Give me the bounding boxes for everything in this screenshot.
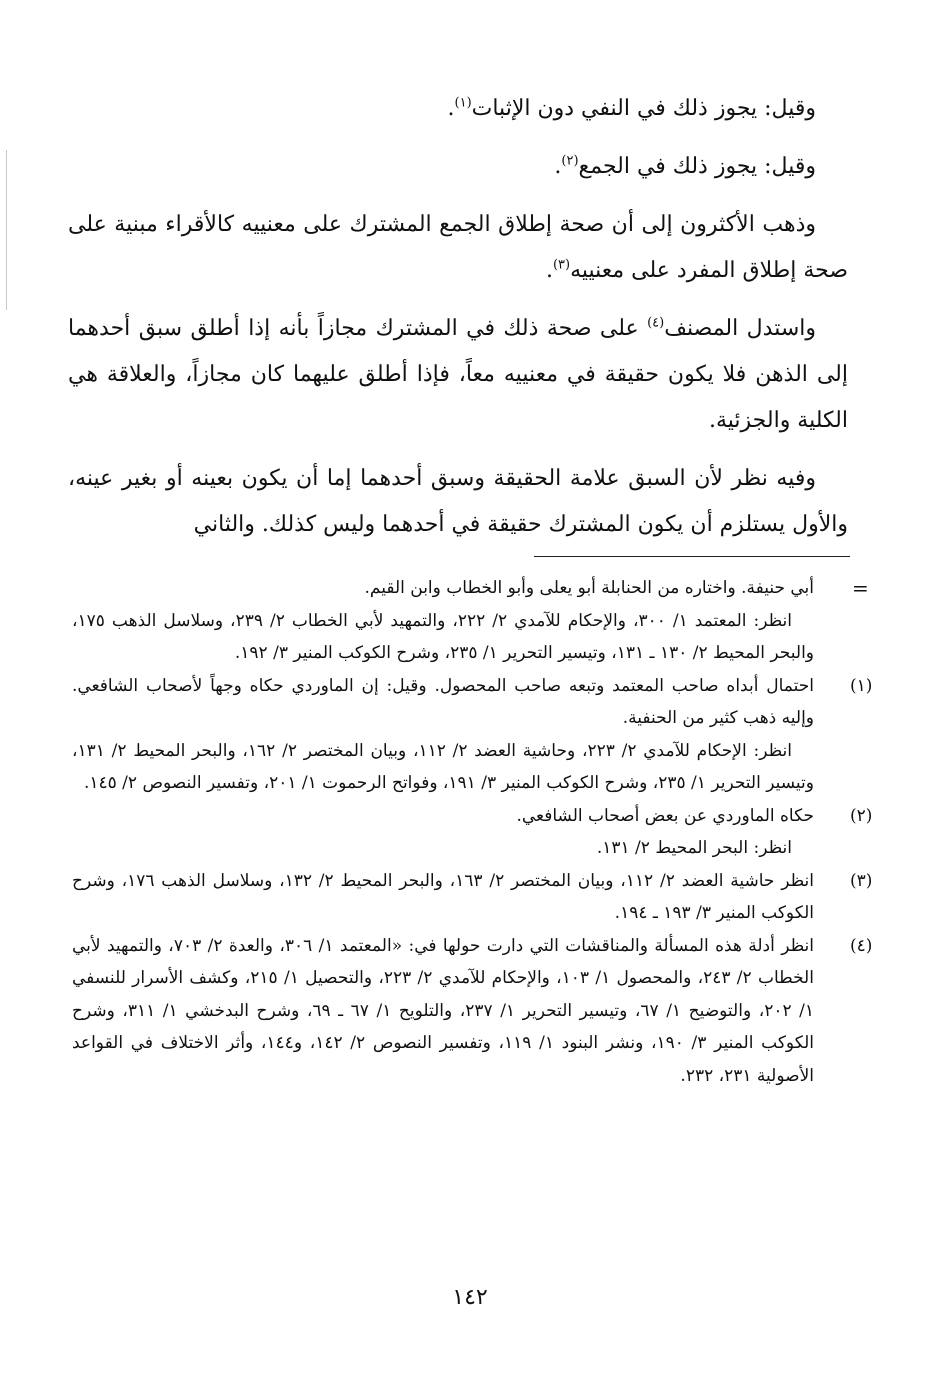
footnote-2-text: حكاه الماوردي عن بعض أصحاب الشافعي. bbox=[516, 805, 814, 826]
paragraph-1: وقيل: يجوز ذلك في النفي دون الإثبات$^{(١)}$. bbox=[447, 95, 816, 121]
footnote-ref-2[interactable]: (٢) bbox=[561, 153, 579, 169]
footnote-1-text: احتمال أبداه صاحب المعتمد وتبعه صاحب المحصول. وقيل: إن الماوردي حكاه وجهاً لأصحاب الشافعي. وإليه ذهب كثير من الحنفية. bbox=[72, 675, 814, 728]
footnote-number: (٤) bbox=[850, 935, 873, 956]
footnote-1 bbox=[72, 670, 873, 800]
main-text bbox=[68, 86, 848, 560]
footnote-4-text: انظر أدلة هذه المسألة والمناقشات التي دارت حولها في: «المعتمد ١/ ٣٠٦، والعدة ٢/ ٧٠٣، والتمهيد لأبي الخطاب ٢/ ٢٤٣، والمحصول ١/ ١٠٣، والإحكام للآمدي ٢/ ٢٢٣، والتحصيل ١/ ٢١٥، وكشف الأسرار للنسفي ١/ ٢٠٢، والتوضيح ١/ ٦٧، وتيسير التحرير ١/ ٢٣٧، والتلويح ١/ ٦٧ ـ ٦٩، وشرح البدخشي ١/ ٣١١، وشرح الكوكب المنير ٣/ ١٩٠، ونشر البنود ١/ ١١٩، وتفسير النصوص ٢/ ١٤٢، و١٤٤، وأثر الاختلاف في القواعد الأصولية ٢٣١، ٢٣٢. bbox=[72, 935, 814, 1086]
footnote-1-refs: انظر: الإحكام للآمدي ٢/ ٢٢٣، وحاشية العضد ٢/ ١١٢، وبيان المختصر ٢/ ١٦٢، والبحر المحيط ٢/ ١٣١، وتيسير التحرير ١/ ٢٣٥، وشرح الكوكب المنير ٣/ ١٩١، وفواتح الرحموت ١/ ٢٠١، وتفسير النصوص ٢/ ١٤٥. bbox=[72, 740, 814, 793]
paragraph-5: وفيه نظر لأن السبق علامة الحقيقة وسبق أحدهما إما أن يكون بعينه أو بغير عينه، والأول يستلزم أن يكون المشترك حقيقة في أحدهما وليس كذلك. والثاني bbox=[68, 466, 848, 537]
footnotes-section bbox=[72, 572, 873, 1092]
footnote-continued-refs: انظر: المعتمد ١/ ٣٠٠، والإحكام للآمدي ٢/ ٢٢٢، والتمهيد لأبي الخطاب ٢/ ٢٣٩، وسلاسل الذهب ١٧٥، والبحر المحيط ٢/ ١٣٠ ـ ١٣١، وتيسير التحرير ١/ ٢٣٥، وشرح الكوكب المنير ٣/ ١٩٢. bbox=[72, 610, 814, 663]
footnote-continuation-mark: = bbox=[852, 576, 869, 600]
footnote-continued-text: أبي حنيفة. واختاره من الحنابلة أبو يعلى وأبو الخطاب وابن القيم. bbox=[364, 578, 814, 598]
footnote-number: (٣) bbox=[850, 870, 873, 891]
paragraph-3: وذهب الأكثرون إلى أن صحة إطلاق الجمع المشترك على معنييه كالأقراء مبنية على صحة إطلاق المفرد على معنييه$^{(٣)}$. bbox=[68, 212, 848, 283]
footnote-2-refs: انظر: البحر المحيط ٢/ ١٣١. bbox=[596, 838, 792, 858]
footnote-3 bbox=[72, 865, 873, 930]
paragraph-2: وقيل: يجوز ذلك في الجمع$^{(٢)}$. bbox=[554, 153, 816, 179]
footnote-ref-3[interactable]: (٣) bbox=[552, 257, 571, 273]
footnote-ref-1[interactable]: (١) bbox=[454, 95, 472, 111]
footnote-ref-4[interactable]: (٤) bbox=[647, 315, 665, 331]
footnote-number: (١) bbox=[850, 675, 873, 696]
footnote-number: (٢) bbox=[850, 805, 873, 826]
paragraph-4: واستدل المصنف$^{(٤)}$ على صحة ذلك في المشترك مجازاً بأنه إذا أطلق سبق أحدهما إلى الذهن فلا يكون حقيقة في معنييه معاً، فإذا أطلق عليهما كان مجازاً، والعلاقة هي الكلية والجزئية. bbox=[68, 315, 848, 433]
scan-edge-mark bbox=[6, 150, 7, 310]
page-number: ١٤٢ bbox=[452, 1285, 488, 1310]
footnote-continued bbox=[72, 572, 848, 670]
footnote-2 bbox=[72, 800, 873, 865]
footnote-4 bbox=[72, 930, 873, 1093]
footnote-3-text: انظر حاشية العضد ٢/ ١١٢، وبيان المختصر ٢/ ١٦٣، والبحر المحيط ٢/ ١٣٢، وسلاسل الذهب ١٧٦، وشرح الكوكب المنير ٣/ ١٩٣ ـ ١٩٤. bbox=[72, 870, 814, 923]
footnote-separator bbox=[534, 556, 850, 557]
